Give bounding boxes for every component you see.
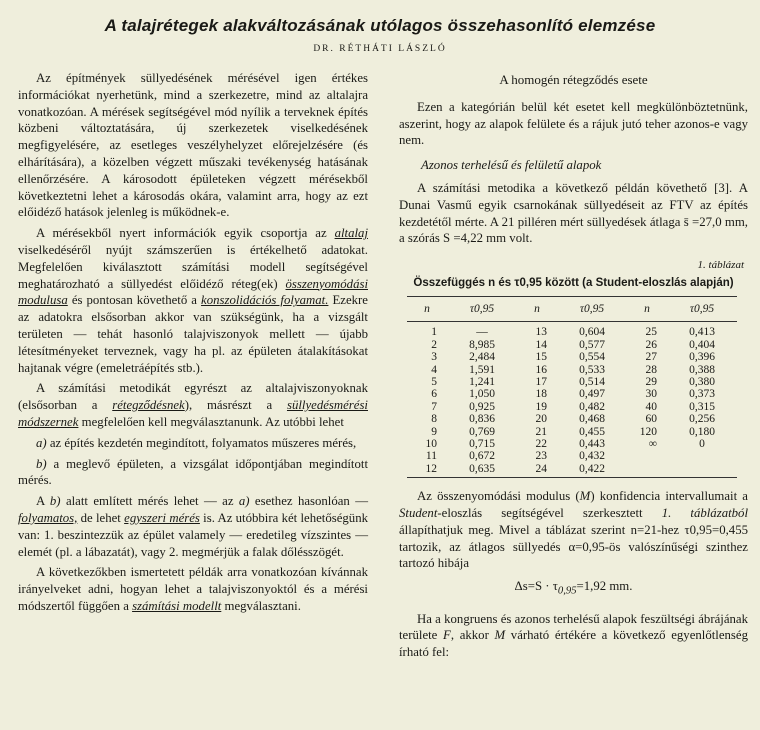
paragraph-intro: Az építmények süllyedésének mérésével igen értékes információkat nyerhetünk, mind a szerkezetre, mind az altalajra vonatkozóan. A mérések segítségével mód nyílik a terveknek építés közbeni változtatására, új szerkezetek viselkedésének megfigyelésére, az esetleges veszélyhelyzet előrejelzésére (és elhárítására), a közelben végzett műszaki tevékenység hatásának ellenőrzésére. A károsodott épületeken végzett mérésekből következtetni lehet a károsodás okára, valamint arra, hogy az ezt előidéző hatások jelenleg is működnek-e. — [18, 71, 368, 220]
table-cell: 17 — [535, 376, 547, 388]
table-row — [407, 401, 737, 413]
table-cell: 0,925 — [469, 400, 495, 413]
table-row — [407, 322, 737, 339]
table-cell: 0,533 — [579, 363, 605, 376]
table-cell: 9 — [431, 425, 437, 438]
table-row — [407, 438, 737, 450]
table-cell: 24 — [517, 463, 557, 478]
table-header-cell: n — [517, 296, 557, 321]
table-cell: 0,554 — [579, 351, 605, 364]
table-cell: 0,455 — [579, 425, 605, 438]
table-cell: 0,422 — [557, 463, 627, 478]
table-cell: 0,373 — [689, 388, 715, 401]
table-cell — [667, 463, 737, 478]
table-cell — [627, 463, 667, 478]
table-cell: 0,672 — [469, 450, 495, 463]
paragraph-measurement: A b) alatt említett mérés lehet — az a) esethez hasonlóan — folyamatos, de lehet egyszeri mérés is. Az utóbbira két lehetőségünk van: 1. beszintezzük az épület valamely — eredetileg vízszintes — elemét (pl. a lábazatát), vagy 2. megmérjük a falak dőlésszögét. — [18, 494, 368, 559]
table-number: 1. táblázat — [697, 259, 744, 272]
table-cell: 40 — [645, 400, 657, 413]
table-cell: 29 — [645, 376, 657, 388]
table-cell: 0,256 — [689, 413, 715, 426]
table-cell: 0,497 — [579, 388, 605, 401]
table-cell: 0,468 — [579, 413, 605, 426]
table-cell: 0,404 — [689, 338, 715, 351]
table-cell: 30 — [645, 388, 657, 401]
table-cell: 0,836 — [469, 413, 495, 426]
table-cell: 0,577 — [579, 338, 605, 351]
formula: $\Delta s=S \cdot \tau_{0,95}=1,92$ mm. — [514, 579, 633, 597]
table-cell: ∞ — [648, 438, 657, 451]
table-cell: 18 — [535, 388, 547, 401]
table-header-row — [407, 296, 737, 321]
article-title: A talajrétegek alakváltozásának utólagos összehasonlító elemzése — [104, 16, 656, 35]
paragraph-categories: Ezen a kategórián belül két esetet kell megkülönböztetnünk, aszerint, hogy az alapok felülete és a rájuk jutó teher azonos-e vagy nem. — [399, 99, 748, 148]
table-row — [407, 351, 737, 363]
table-cell: 5 — [431, 376, 437, 388]
table-header-cell: n — [627, 296, 667, 321]
table-cell: 27 — [645, 351, 657, 364]
right-column — [399, 70, 748, 665]
table-cell: 0,413 — [689, 326, 715, 339]
table-cell: 22 — [535, 438, 547, 451]
table-cell: 8,985 — [469, 338, 495, 351]
paragraph-congruent: Ha a kongruens és azonos terhelésű alapok feszültségi ábrájának területe F, akkor M várható értékére a következő egyenlőtlenség írható fel: — [399, 611, 748, 660]
table-row — [407, 413, 737, 425]
table-cell: 2,484 — [469, 351, 495, 364]
table-cell: 0,769 — [469, 425, 495, 438]
paragraph-example: A számítási metodika a következő példán követhető [3]. A Dunai Vasmű egyik csarnokának süllyedéseit az FTV az építés kezdetétől mérte. A 21 pilléren mért süllyedések átlaga s̄ =27,0 mm, a szórás S =4,22 mm volt. — [399, 180, 748, 246]
table-body — [407, 322, 737, 478]
table-header-cell: τ0,95 — [447, 296, 517, 321]
paragraph-confidence: Az összenyomódási modulus (M) konfidencia intervallumait a Student-eloszlás segítségével szerkesztett 1. táblázatból állapíthatjuk meg. Mivel a táblázat szerint n=21-hez τ0,95=0,455 tartozik, az átlagos süllyedés α=0,95-ös valószínűségi szinthez tartozó hibája — [399, 489, 748, 571]
table-row — [407, 339, 737, 351]
student-table — [407, 296, 737, 478]
table-cell: — — [476, 326, 488, 339]
section-heading: A homogén rétegződés esete — [499, 72, 648, 87]
paragraph-information: A mérésekből nyert információk egyik csoportja az altalaj viselkedéséről nyújt számszerűen is értékelhető adatokat. Megfelelően kiválasztott számítási modell segítségével meghatározható a süllyedést előidéző réteg(ek) összenyomódási modulusa és pontosan követhető a konszolidációs folyamat. Ezekre az adatokra elsősorban akkor van szükségünk, ha a vizsgált területen — tehát hasonló talajviszonyok mellett — újabb létesítményeket terveznek, vagy ha pl. az épületen átalakításokat hajtanak végre (emeletráépítés stb.). — [18, 226, 368, 375]
table-cell: 4 — [431, 363, 437, 376]
table-cell: 25 — [645, 326, 657, 339]
table-row — [407, 426, 737, 438]
table-cell: 0,604 — [579, 326, 605, 339]
table-cell: 20 — [535, 413, 547, 426]
table-cell: 1,050 — [469, 388, 495, 401]
table-cell: 120 — [639, 425, 657, 438]
table-row — [407, 450, 737, 462]
table-caption: Összefüggés n és τ0,95 között (a Student-eloszlás alapján) — [413, 276, 734, 289]
table-cell: 23 — [535, 450, 547, 463]
table-cell: 2 — [431, 338, 437, 351]
list-item-a: a) az építés kezdetén megindított, folyamatos műszeres mérés, — [36, 435, 357, 450]
table-cell: 13 — [535, 326, 547, 339]
table-cell: 0,635 — [447, 463, 517, 478]
table-cell: 0,315 — [689, 400, 715, 413]
table-row — [407, 388, 737, 400]
table-cell: 0,482 — [579, 400, 605, 413]
table-cell — [667, 450, 737, 462]
table-header-cell: τ0,95 — [667, 296, 737, 321]
table-cell: 6 — [431, 388, 437, 401]
table-cell: 0,380 — [689, 376, 715, 388]
table-header-cell: τ0,95 — [557, 296, 627, 321]
table-header-cell: n — [407, 296, 447, 321]
subheading: Azonos terhelésű és felületű alapok — [421, 158, 602, 173]
table-cell: 1,591 — [469, 363, 495, 376]
table-cell: 11 — [425, 450, 437, 463]
table-cell: 3 — [431, 351, 437, 364]
table-cell: 1 — [431, 326, 437, 339]
table-cell: 10 — [425, 438, 437, 451]
table-row — [407, 376, 737, 388]
table-cell: 7 — [431, 400, 437, 413]
table-row — [407, 364, 737, 376]
list-item-b: b) a meglevő épületen, a vizsgálat időpontjában megindított mérés. — [18, 456, 368, 488]
table-cell: 0,443 — [579, 438, 605, 451]
table-cell: 8 — [431, 413, 437, 426]
table-cell: 12 — [407, 463, 447, 478]
table-cell: 0,388 — [689, 363, 715, 376]
paragraph-examples: A következőkben ismertetett példák arra vonatkozóan kívánnak irányelveket adni, hogyan lehet a talajviszonyoktól és a mérési módszertől függően a számítási modellt megválasztani. — [18, 565, 368, 613]
table-cell: 60 — [645, 413, 657, 426]
table-cell: 28 — [645, 363, 657, 376]
table-cell: 0 — [699, 438, 705, 451]
table-cell: 0,432 — [579, 450, 605, 463]
table-cell: 19 — [535, 400, 547, 413]
table-cell: 0,514 — [579, 376, 605, 388]
table-cell: 26 — [645, 338, 657, 351]
table-cell: 0,396 — [689, 351, 715, 364]
left-column — [18, 70, 368, 619]
table-cell: 1,241 — [469, 376, 495, 388]
table-cell: 15 — [535, 351, 547, 364]
table-row — [407, 463, 737, 478]
table-cell — [627, 450, 667, 462]
table-cell: 0,715 — [469, 438, 495, 451]
table-cell: 16 — [535, 363, 547, 376]
table-cell: 14 — [535, 338, 547, 351]
author-name: DR. RÉTHÁTI LÁSZLÓ — [313, 44, 447, 54]
table-cell: 21 — [535, 425, 547, 438]
paragraph-method: A számítási metodikát egyrészt az altalajviszonyoknak (elsősorban a rétegződésnek), másrészt a süllyedésmérési módszernek megfelelően kell megválasztanunk. Az utóbbi lehet — [18, 381, 368, 429]
table-cell: 0,180 — [689, 425, 715, 438]
